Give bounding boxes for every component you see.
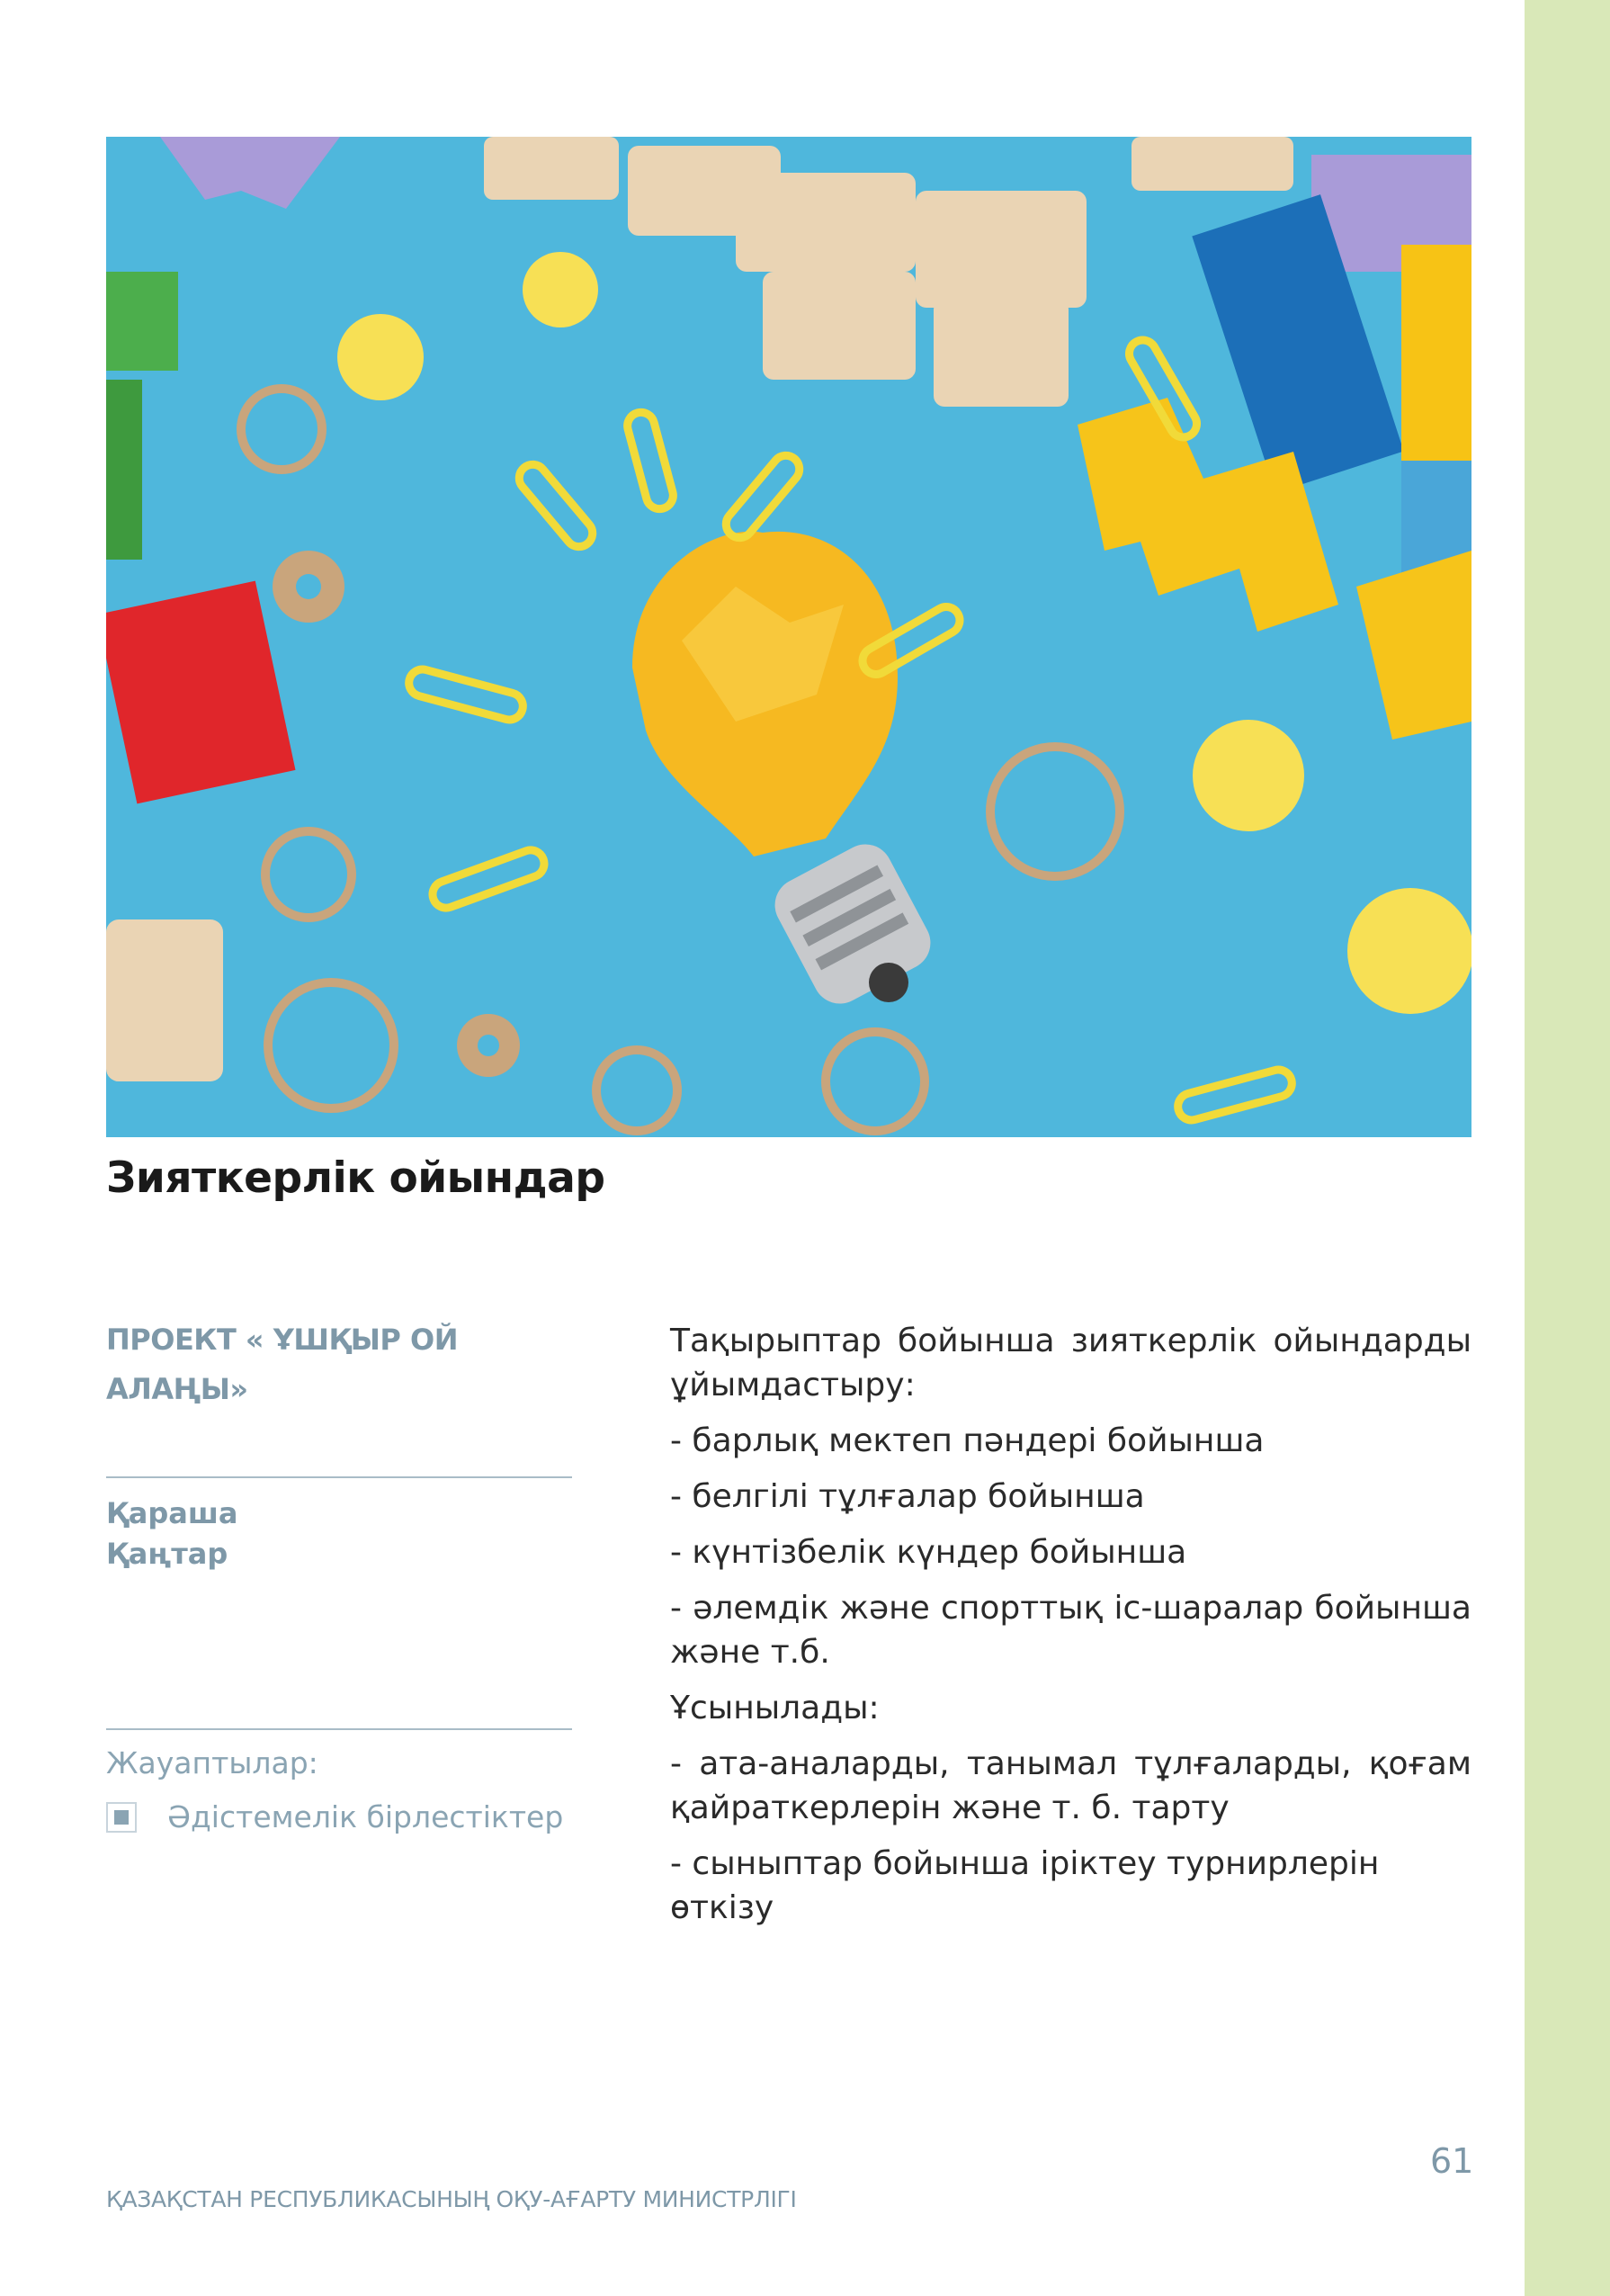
- side-color-band: [1525, 0, 1610, 2296]
- page-title: Зияткерлік ойындар: [106, 1153, 605, 1203]
- body-paragraph: - күнтізбелік күндер бойынша: [670, 1534, 1187, 1571]
- body-paragraph: - барлық мектеп пәндері бойынша: [670, 1422, 1265, 1459]
- page-number: 61: [1430, 2141, 1474, 2181]
- body-paragraph: Тақырыптар бойынша зияткерлік ойындарды ұйымдастыру:: [670, 1323, 1471, 1404]
- divider-top: [106, 1476, 572, 1478]
- months-list: [106, 1493, 466, 1574]
- body-paragraph: Ұсынылады:: [670, 1690, 880, 1726]
- checkbox-icon: [106, 1802, 137, 1833]
- lightbulb-puzzle-photo-icon: [106, 137, 1471, 1137]
- divider-bottom: [106, 1728, 572, 1730]
- body-paragraph: - ата-аналарды, танымал тұлғаларды, қоғам қайраткерлерін және т. б. тарту: [670, 1745, 1471, 1826]
- body-paragraph: - белгілі тұлғалар бойынша: [670, 1478, 1145, 1515]
- project-label: ПРОЕКТ « ҰШҚЫР ОЙ АЛАҢЫ»: [106, 1323, 458, 1406]
- responsible-item-label: Әдістемелік бірлестіктер: [167, 1799, 564, 1834]
- month-item: Қараша: [106, 1496, 238, 1530]
- responsible-label: Жауаптылар:: [106, 1745, 318, 1780]
- hero-image: [106, 137, 1471, 1137]
- body-paragraph: - әлемдік және спорттық іс-шаралар бойынша және т.б.: [670, 1590, 1471, 1671]
- body-text: [670, 1319, 1471, 1942]
- responsible-item: [106, 1799, 563, 1834]
- footer-ministry: ҚАЗАҚСТАН РЕСПУБЛИКАСЫНЫҢ ОҚУ-АҒАРТУ МИНИСТРЛІГІ: [106, 2186, 797, 2212]
- body-paragraph: - сыныптар бойынша іріктеу турнирлерін өткізу: [670, 1845, 1380, 1926]
- month-item: Қаңтар: [106, 1537, 228, 1571]
